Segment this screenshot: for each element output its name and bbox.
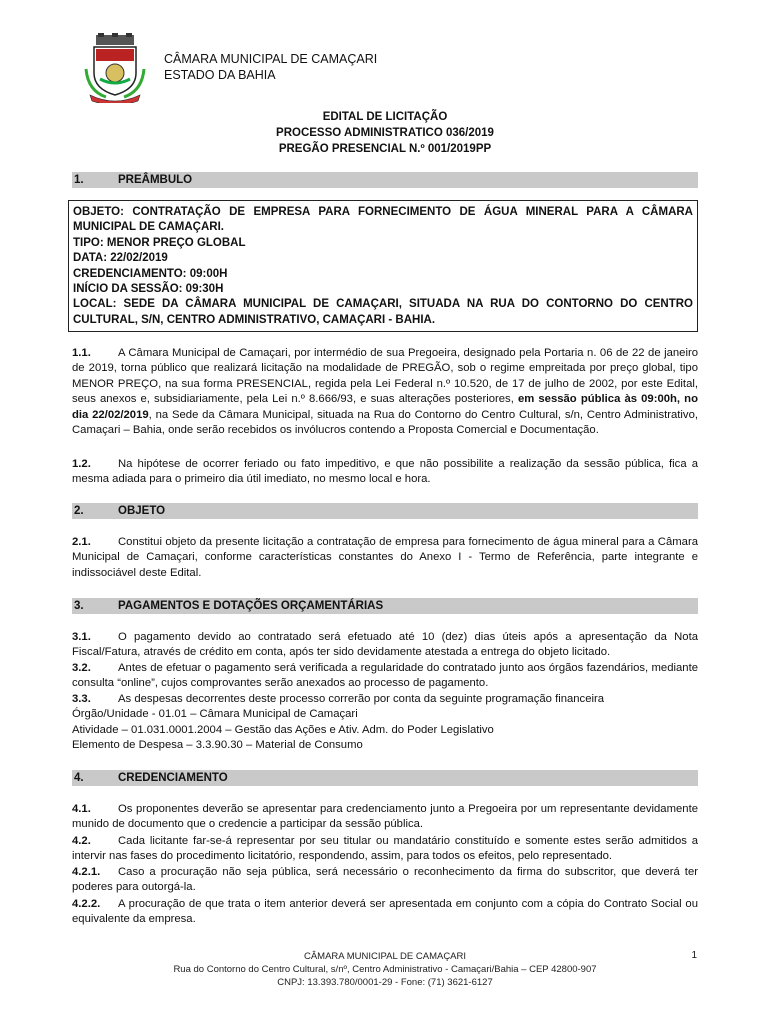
item-number: 4.1. <box>72 803 91 815</box>
item-number: 4.2.1. <box>72 866 101 878</box>
summary-box <box>68 200 698 332</box>
paragraph-1-1 <box>72 346 698 438</box>
box-objeto: OBJETO: CONTRATAÇÃO DE EMPRESA PARA FORNECIMENTO DE ÁGUA MINERAL PARA A CÂMARA MUNICIPAL DE CAMAÇARI. <box>73 206 693 234</box>
box-credenciamento: CREDENCIAMENTO: 09:00H <box>73 267 228 280</box>
page-number: 1 <box>691 950 697 961</box>
title-pregao: PREGÃO PRESENCIAL N.º 001/2019PP <box>278 143 492 155</box>
paragraph-1-2 <box>72 457 698 488</box>
section-title: CREDENCIAMENTO <box>118 772 228 784</box>
section-number: 2. <box>74 505 84 517</box>
section-heading-preambulo <box>72 172 698 188</box>
paragraph-text: O pagamento devido ao contratado será efetuado até 10 (dez) dias úteis após a apresentação da Nota Fiscal/Fatura, através de crédito em conta, após ter sido devidamente atestada a entrega do objeto licitado. <box>72 631 698 659</box>
section-title: OBJETO <box>118 505 166 517</box>
institution-name: CÂMARA MUNICIPAL DE CAMAÇARI <box>164 52 378 66</box>
paragraph-2-1 <box>72 535 698 581</box>
state-name: ESTADO DA BAHIA <box>164 68 276 82</box>
coat-of-arms-icon <box>84 33 146 103</box>
section-heading-objeto <box>72 503 698 519</box>
paragraph-text: Cada licitante far-se-á representar por seu titular ou mandatário constituído e somente estes serão admitidos a intervir nas fases do procedimento licitatório, respondendo, assim, para todos os efeitos, pelo representado. <box>72 835 698 863</box>
paragraph-text: Caso a procuração não seja pública, será necessário o reconhecimento da firma do subscritor, que deverá ter poderes para outorgá-la. <box>72 866 698 894</box>
document-titles <box>0 109 770 157</box>
page-footer <box>0 950 770 989</box>
section-heading-pagamentos <box>72 598 698 614</box>
footer-contact: CNPJ: 13.393.780/0001-29 - Fone: (71) 3621-6127 <box>277 977 493 988</box>
paragraph-4-2 <box>72 834 698 865</box>
session-highlight: em sessão pública às 09:00h, no dia 22/02/2019 <box>72 393 698 421</box>
item-number: 4.2. <box>72 835 91 847</box>
budget-line-orgao: Órgão/Unidade - 01.01 – Câmara Municipal de Camaçari <box>72 708 358 721</box>
item-number: 3.1. <box>72 631 91 643</box>
item-number: 4.2.2. <box>72 898 101 910</box>
box-inicio: INÍCIO DA SESSÃO: 09:30H <box>73 283 224 296</box>
paragraph-text-cont: , na Sede da Câmara Municipal, situada na Rua do Contorno do Centro Cultural, s/n, Centro Administrativo, Camaçari – Bahia, onde serão recebidos os invólucros contendo a Proposta Comercial e Documentação. <box>72 408 698 437</box>
paragraph-text: A Câmara Municipal de Camaçari, por intermédio de sua Pregoeira, designado pela Portaria n. 06 de 22 de janeiro de 2019, torna público que realizará licitação na modalidade de PREGÃO, sob o regime empreitada por preço global, tipo MENOR PREÇO, na sua forma PRESENCIAL, regida pela Lei Federal n.º 10.520, de 17 de julho de 2002, por este Edital, seus anexos e, subsidiariamente, pela Lei n.º 8.666/93, e suas alterações posteriores, <box>72 347 698 406</box>
section-title: PREÂMBULO <box>118 174 193 186</box>
section-heading-credenciamento <box>72 770 698 786</box>
box-data: DATA: 22/02/2019 <box>73 252 168 265</box>
title-processo: PROCESSO ADMINISTRATICO 036/2019 <box>276 127 494 139</box>
section-title: PAGAMENTOS E DOTAÇÕES ORÇAMENTÁRIAS <box>118 600 384 612</box>
paragraph-text: Na hipótese de ocorrer feriado ou fato impeditivo, e que não possibilite a realização da sessão pública, fica a mesma adiada para o primeiro dia útil imediato, no mesmo local e hora. <box>72 458 698 486</box>
paragraph-text: Constitui objeto da presente licitação a contratação de empresa para fornecimento de água mineral para a Câmara Municipal de Camaçari, conforme características constantes do Anexo I - Termo de Referência, parte integrante e indissociável deste Edital. <box>72 536 698 579</box>
paragraph-text: A procuração de que trata o item anterior deverá ser apresentada em conjunto com a cópia do Contrato Social ou equivalente da empresa. <box>72 898 698 926</box>
section-number: 4. <box>74 772 84 784</box>
paragraph-text: As despesas decorrentes deste processo correrão por conta da seguinte programação financeira <box>118 693 605 705</box>
budget-line-elemento: Elemento de Despesa – 3.3.90.30 – Material de Consumo <box>72 739 363 752</box>
box-local: LOCAL: SEDE DA CÂMARA MUNICIPAL DE CAMAÇARI, SITUADA NA RUA DO CONTORNO DO CENTRO CULTURAL, S/N, CENTRO ADMINISTRATIVO, CAMAÇARI - BAHIA. <box>73 298 693 326</box>
paragraph-text: Os proponentes deverão se apresentar para credenciamento junto a Pregoeira por um representante devidamente munido de documento que o credencie a participar da sessão pública. <box>72 803 698 831</box>
item-number: 2.1. <box>72 536 91 548</box>
paragraph-3-2 <box>72 661 698 692</box>
section-number: 1. <box>74 174 84 186</box>
item-number: 3.2. <box>72 662 91 674</box>
box-tipo: TIPO: MENOR PREÇO GLOBAL <box>73 236 246 249</box>
paragraph-4-1 <box>72 802 698 833</box>
paragraph-text: Antes de efetuar o pagamento será verificada a regularidade do contratado junto aos órgãos fazendários, mediante consulta “online”, cujos comprovantes serão anexados ao processo de pagamento. <box>72 662 698 690</box>
section-number: 3. <box>74 600 84 612</box>
budget-line-atividade: Atividade – 01.031.0001.2004 – Gestão das Ações e Ativ. Adm. do Poder Legislativo <box>72 723 494 736</box>
item-number: 3.3. <box>72 693 91 705</box>
paragraph-4-2-1 <box>72 865 698 896</box>
paragraph-3-1 <box>72 630 698 661</box>
letterhead-text <box>164 51 377 83</box>
item-number: 1.1. <box>72 347 91 359</box>
footer-institution: CÂMARA MUNICIPAL DE CAMAÇARI <box>303 951 467 962</box>
paragraph-3-3 <box>72 692 698 754</box>
title-edital: EDITAL DE LICITAÇÃO <box>322 111 448 123</box>
footer-address: Rua do Contorno do Centro Cultural, s/nº, Centro Administrativo - Camaçari/Bahia – CEP 42800-907 <box>173 964 597 975</box>
paragraph-4-2-2 <box>72 897 698 928</box>
item-number: 1.2. <box>72 458 91 470</box>
